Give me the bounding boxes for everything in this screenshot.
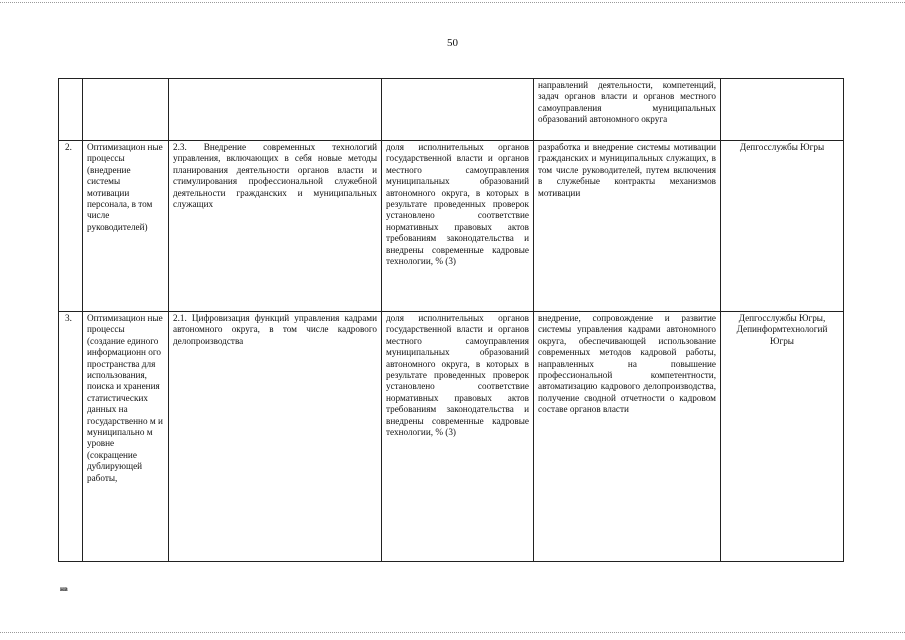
- executor-cell: Депгосслужбы Югры, Депинформтехнологий Югры: [721, 312, 844, 562]
- scan-edge-top: [0, 2, 905, 3]
- table-row: [59, 141, 844, 312]
- indicator-cell: доля исполнительных органов государственной власти и органов местного самоуправления муниципальных образований автономного округа, в которых в результате проведенных проверок установлено соответствие нормативных правовых актов требованиям законодательства и внедрены современные кадровые технологии, % (3): [382, 141, 534, 312]
- program-table: [58, 78, 844, 562]
- page-number: 50: [447, 37, 458, 49]
- table-row: [59, 312, 844, 562]
- indicator-cell: доля исполнительных органов государственной власти и органов местного самоуправления муниципальных образований автономного округа, в которых в результате проведенных проверок установлено соответствие нормативных правовых актов требованиям законодательства и внедрены современные кадровые технологии, % (3): [382, 312, 534, 562]
- measure-cell: 2.1. Цифровизация функций управления кадрами автономного округа, в том числе кадрового делопроизводства: [169, 312, 382, 562]
- table-row: [59, 79, 844, 141]
- result-cell: внедрение, сопровождение и развитие системы управления кадрами автономного округа, обеспечивающей использование современных методов кадровой работы, направленных на повышение профессиональной компетентности, автоматизацию кадрового делопроизводства, получение сводной отчетности о кадровом составе органов власти: [534, 312, 721, 562]
- executor-cell: Депгосслужбы Югры: [721, 141, 844, 312]
- process-cell: Оптимизацион ные процессы (создание единого информационн ого пространства для использования, поиска и хранения статистических данных на государственно м и муниципально м уровне (сокращение дублирующей работы,: [83, 312, 169, 562]
- result-cell: разработка и внедрение системы мотивации гражданских и муниципальных служащих, в том числе руководителей, путем включения в служебные контракты механизмов мотивации: [534, 141, 721, 312]
- row-number: 3.: [59, 312, 83, 562]
- process-cell: [83, 79, 169, 141]
- measure-cell: [169, 79, 382, 141]
- executor-cell: [721, 79, 844, 141]
- row-number: [59, 79, 83, 141]
- footer-mark: нв: [60, 585, 68, 593]
- result-cell: направлений деятельности, компетенций, задач органов власти и органов местного самоуправления муниципальных образований автономного округа: [534, 79, 721, 141]
- row-number: 2.: [59, 141, 83, 312]
- scan-edge-bottom: [0, 632, 905, 633]
- measure-cell: 2.3. Внедрение современных технологий управления, включающих в себя новые методы планирования деятельности органов власти и стимулирования профессиональной служебной деятельности гражданских и муниципальных служащих: [169, 141, 382, 312]
- indicator-cell: [382, 79, 534, 141]
- process-cell: Оптимизацион ные процессы (внедрение системы мотивации персонала, в том числе руководителей): [83, 141, 169, 312]
